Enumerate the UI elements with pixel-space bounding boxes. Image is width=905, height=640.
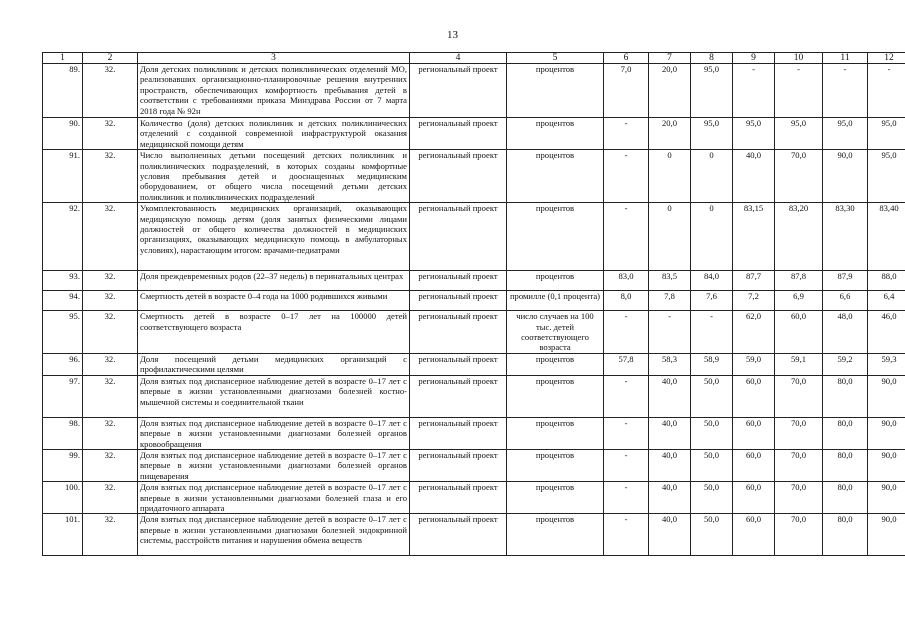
section-number: 32. [83, 482, 138, 514]
value-cell: 58,3 [649, 353, 691, 375]
section-number: 32. [83, 353, 138, 375]
indicator-type: региональный проект [410, 150, 507, 203]
indicator-type: региональный проект [410, 291, 507, 311]
value-cell: 90,0 [823, 150, 868, 203]
table-row [43, 514, 905, 556]
value-cell: 88,0 [868, 271, 905, 291]
indicator-name: Доля посещений детьми медицинских организаций с профилактическими целями [138, 353, 410, 375]
indicator-name: Количество (доля) детских поликлиник и детских поликлинических отделений с созданной современной инфраструктурой оказания медицинской помощи детям [138, 118, 410, 150]
section-number: 32. [83, 203, 138, 271]
unit-of-measure: процентов [507, 353, 604, 375]
indicators-table [42, 52, 905, 556]
col-header: 10 [775, 53, 823, 64]
value-cell: 40,0 [733, 150, 775, 203]
indicator-type: региональный проект [410, 375, 507, 417]
row-number: 97. [43, 375, 83, 417]
unit-of-measure: процентов [507, 375, 604, 417]
value-cell: 90,0 [868, 375, 905, 417]
col-header: 8 [691, 53, 733, 64]
table-row [43, 482, 905, 514]
row-number: 96. [43, 353, 83, 375]
row-number: 95. [43, 311, 83, 354]
indicator-name: Доля преждевременных родов (22–37 недель) в перинатальных центрах [138, 271, 410, 291]
col-header: 1 [43, 53, 83, 64]
value-cell: - [604, 375, 649, 417]
value-cell: 6,6 [823, 291, 868, 311]
value-cell: 95,0 [691, 118, 733, 150]
value-cell: 87,8 [775, 271, 823, 291]
unit-of-measure: процентов [507, 514, 604, 556]
value-cell: 58,9 [691, 353, 733, 375]
value-cell: 83,5 [649, 271, 691, 291]
unit-of-measure: процентов [507, 64, 604, 118]
value-cell: - [604, 482, 649, 514]
value-cell: 57,8 [604, 353, 649, 375]
page-number: 13 [447, 29, 458, 41]
section-number: 32. [83, 118, 138, 150]
section-number: 32. [83, 514, 138, 556]
row-number: 93. [43, 271, 83, 291]
indicator-name: Доля взятых под диспансерное наблюдение детей в возрасте 0–17 лет с впервые в жизни установленными диагнозами болезней органов пищеварения [138, 449, 410, 481]
table-row [43, 291, 905, 311]
col-header: 5 [507, 53, 604, 64]
value-cell: 59,2 [823, 353, 868, 375]
indicator-name: Доля взятых под диспансерное наблюдение детей в возрасте 0–17 лет с впервые в жизни установленными диагнозами болезней костно-мышечной системы и соединительной ткани [138, 375, 410, 417]
value-cell: 20,0 [649, 64, 691, 118]
value-cell: 80,0 [823, 449, 868, 481]
indicator-type: региональный проект [410, 417, 507, 449]
value-cell: 50,0 [691, 417, 733, 449]
value-cell: 7,8 [649, 291, 691, 311]
value-cell: - [868, 64, 905, 118]
value-cell: - [823, 64, 868, 118]
table-row [43, 271, 905, 291]
value-cell: 20,0 [649, 118, 691, 150]
value-cell: 80,0 [823, 375, 868, 417]
header-row [43, 53, 905, 64]
value-cell: 83,15 [733, 203, 775, 271]
section-number: 32. [83, 375, 138, 417]
value-cell: 60,0 [733, 449, 775, 481]
value-cell: 90,0 [868, 482, 905, 514]
row-number: 92. [43, 203, 83, 271]
value-cell: 60,0 [733, 417, 775, 449]
value-cell: - [649, 311, 691, 354]
value-cell: 6,4 [868, 291, 905, 311]
col-header: 11 [823, 53, 868, 64]
value-cell: 95,0 [691, 64, 733, 118]
section-number: 32. [83, 150, 138, 203]
table-row [43, 150, 905, 203]
value-cell: 83,30 [823, 203, 868, 271]
unit-of-measure: процентов [507, 417, 604, 449]
row-number: 101. [43, 514, 83, 556]
value-cell: - [604, 417, 649, 449]
table-row [43, 417, 905, 449]
value-cell: 48,0 [823, 311, 868, 354]
value-cell: 0 [691, 150, 733, 203]
value-cell: 40,0 [649, 375, 691, 417]
value-cell: - [604, 311, 649, 354]
value-cell: 50,0 [691, 482, 733, 514]
value-cell: 46,0 [868, 311, 905, 354]
table-row [43, 311, 905, 354]
value-cell: 7,6 [691, 291, 733, 311]
indicator-type: региональный проект [410, 118, 507, 150]
value-cell: 95,0 [868, 150, 905, 203]
value-cell: - [604, 150, 649, 203]
table-row [43, 64, 905, 118]
indicator-type: региональный проект [410, 353, 507, 375]
value-cell: - [604, 203, 649, 271]
value-cell: 83,20 [775, 203, 823, 271]
indicator-name: Доля детских поликлиник и детских поликлинических отделений МО, реализовавших организационно-планировочные решения внутренних пространств, обеспечивающих комфортность пребывания детей в соответствии с требованиями приказа Минздрава России от 7 марта 2018 года № 92н [138, 64, 410, 118]
value-cell: 70,0 [775, 417, 823, 449]
value-cell: 60,0 [733, 514, 775, 556]
value-cell: - [691, 311, 733, 354]
value-cell: 40,0 [649, 514, 691, 556]
value-cell: 70,0 [775, 375, 823, 417]
indicator-type: региональный проект [410, 271, 507, 291]
value-cell: 80,0 [823, 514, 868, 556]
unit-of-measure: промилле (0,1 процента) [507, 291, 604, 311]
value-cell: 7,2 [733, 291, 775, 311]
value-cell: 60,0 [733, 482, 775, 514]
col-header: 7 [649, 53, 691, 64]
value-cell: 8,0 [604, 291, 649, 311]
indicator-type: региональный проект [410, 514, 507, 556]
unit-of-measure: число случаев на 100 тыс. детей соответствующего возраста [507, 311, 604, 354]
indicator-type: региональный проект [410, 203, 507, 271]
table-row [43, 375, 905, 417]
row-number: 89. [43, 64, 83, 118]
indicator-type: региональный проект [410, 482, 507, 514]
indicator-name: Доля взятых под диспансерное наблюдение детей в возрасте 0–17 лет с впервые в жизни установленными диагнозами болезней органов кровообращения [138, 417, 410, 449]
col-header: 9 [733, 53, 775, 64]
value-cell: 83,40 [868, 203, 905, 271]
value-cell: - [604, 449, 649, 481]
value-cell: 50,0 [691, 449, 733, 481]
indicator-name: Доля взятых под диспансерное наблюдение детей в возрасте 0–17 лет с впервые в жизни установленными диагнозами болезней глаза и его придаточного аппарата [138, 482, 410, 514]
section-number: 32. [83, 417, 138, 449]
col-header: 12 [868, 53, 905, 64]
value-cell: 0 [649, 203, 691, 271]
section-number: 32. [83, 291, 138, 311]
value-cell: 59,0 [733, 353, 775, 375]
value-cell: 70,0 [775, 449, 823, 481]
row-number: 94. [43, 291, 83, 311]
section-number: 32. [83, 271, 138, 291]
row-number: 91. [43, 150, 83, 203]
col-header: 2 [83, 53, 138, 64]
value-cell: 59,1 [775, 353, 823, 375]
value-cell: 40,0 [649, 417, 691, 449]
section-number: 32. [83, 311, 138, 354]
value-cell: 50,0 [691, 514, 733, 556]
indicator-type: региональный проект [410, 449, 507, 481]
value-cell: 83,0 [604, 271, 649, 291]
value-cell: 90,0 [868, 514, 905, 556]
value-cell: 6,9 [775, 291, 823, 311]
value-cell: - [733, 64, 775, 118]
indicator-name: Доля взятых под диспансерное наблюдение детей в возрасте 0–17 лет с впервые в жизни установленными диагнозами болезней эндокринной системы, расстройств питания и нарушения обмена веществ [138, 514, 410, 556]
value-cell: 50,0 [691, 375, 733, 417]
value-cell: 0 [649, 150, 691, 203]
indicator-name: Смертность детей в возрасте 0–4 года на 1000 родившихся живыми [138, 291, 410, 311]
row-number: 99. [43, 449, 83, 481]
section-number: 32. [83, 449, 138, 481]
value-cell: 95,0 [775, 118, 823, 150]
value-cell: 87,7 [733, 271, 775, 291]
indicator-name: Число выполненных детьми посещений детских поликлиник и поликлинических подразделений, в которых созданы комфортные условия пребывания детей и дооснащенных медицинским оборудованием, от общего числа посещений детьми детских поликлиник и поликлинических подразделений [138, 150, 410, 203]
value-cell: 7,0 [604, 64, 649, 118]
row-number: 100. [43, 482, 83, 514]
section-number: 32. [83, 64, 138, 118]
value-cell: - [604, 118, 649, 150]
indicator-name: Укомплектованность медицинских организаций, оказывающих медицинскую помощь детям (доля занятых физическими лицами должностей от общего количества должностей в медицинских организациях, оказывающих медицинскую помощь в амбулаторных условиях), нарастающим итогом: врачами-педиатрами [138, 203, 410, 271]
value-cell: - [604, 514, 649, 556]
value-cell: 90,0 [868, 449, 905, 481]
value-cell: 95,0 [823, 118, 868, 150]
value-cell: 60,0 [733, 375, 775, 417]
value-cell: 40,0 [649, 482, 691, 514]
value-cell: 70,0 [775, 482, 823, 514]
row-number: 90. [43, 118, 83, 150]
value-cell: 59,3 [868, 353, 905, 375]
col-header: 4 [410, 53, 507, 64]
unit-of-measure: процентов [507, 482, 604, 514]
unit-of-measure: процентов [507, 150, 604, 203]
table-row [43, 449, 905, 481]
unit-of-measure: процентов [507, 203, 604, 271]
indicator-type: региональный проект [410, 311, 507, 354]
table-row [43, 203, 905, 271]
col-header: 6 [604, 53, 649, 64]
value-cell: 80,0 [823, 417, 868, 449]
unit-of-measure: процентов [507, 449, 604, 481]
row-number: 98. [43, 417, 83, 449]
value-cell: 70,0 [775, 150, 823, 203]
value-cell: 70,0 [775, 514, 823, 556]
value-cell: 90,0 [868, 417, 905, 449]
value-cell: 95,0 [733, 118, 775, 150]
unit-of-measure: процентов [507, 118, 604, 150]
value-cell: 40,0 [649, 449, 691, 481]
unit-of-measure: процентов [507, 271, 604, 291]
value-cell: 84,0 [691, 271, 733, 291]
col-header: 3 [138, 53, 410, 64]
value-cell: 95,0 [868, 118, 905, 150]
indicator-name: Смертность детей в возрасте 0–17 лет на 100000 детей соответствующего возраста [138, 311, 410, 354]
value-cell: 87,9 [823, 271, 868, 291]
value-cell: 80,0 [823, 482, 868, 514]
indicator-type: региональный проект [410, 64, 507, 118]
value-cell: 60,0 [775, 311, 823, 354]
value-cell: - [775, 64, 823, 118]
value-cell: 0 [691, 203, 733, 271]
table-row [43, 353, 905, 375]
value-cell: 62,0 [733, 311, 775, 354]
table-row [43, 118, 905, 150]
